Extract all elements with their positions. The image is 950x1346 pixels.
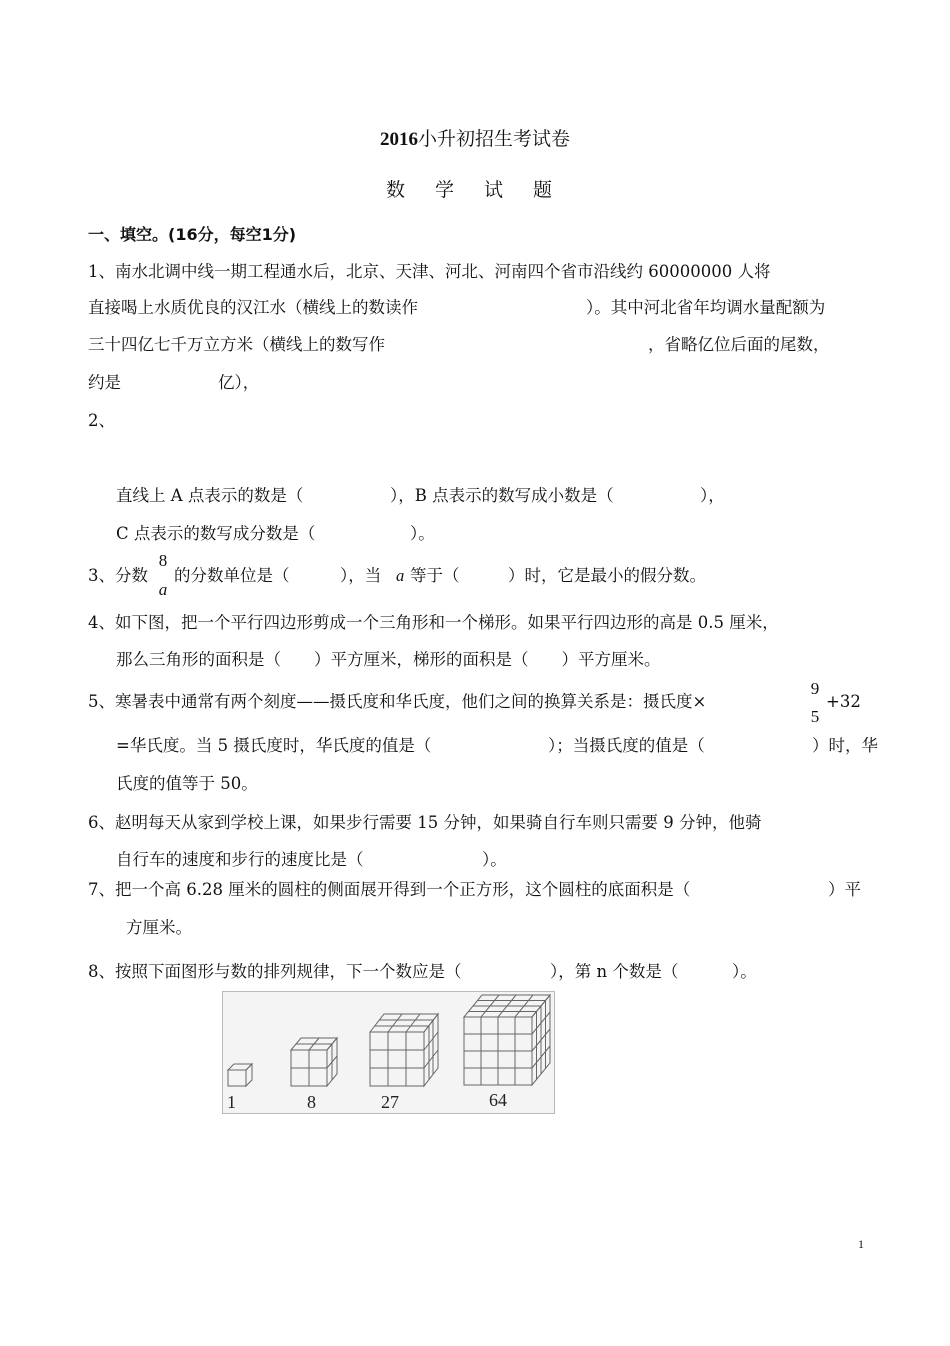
q4-line2: 那么三角形的面积是（ ）平方厘米，梯形的面积是（ ）平方厘米。 — [116, 650, 661, 669]
figure-label-1: 1 — [227, 1092, 236, 1112]
q4-line1: 4、如下图，把一个平行四边形剪成一个三角形和一个梯形。如果平行四边形的高是 0.5 厘米， — [88, 613, 779, 632]
q1-line1: 1、南水北调中线一期工程通水后，北京、天津、河北、河南四个省市沿线约 60000000 人将 — [88, 262, 771, 281]
q5-line1a: 5、寒暑表中通常有两个刻度——摄氏度和华氏度，他们之间的换算关系是：摄氏度× — [88, 692, 707, 711]
q3-text-a: 3、分数 — [88, 566, 148, 585]
q3-fraction-numerator: 8 — [158, 551, 168, 570]
figure-label-4: 64 — [489, 1090, 507, 1110]
q3-text-e: ）时，它是最小的假分数。 — [508, 566, 706, 585]
q3-fraction-denominator: a — [158, 580, 168, 599]
q8-line1b: ），第 n 个数是（ — [550, 962, 679, 981]
q5-fraction-denominator: 5 — [810, 707, 820, 726]
q1-line2b: ）。其中河北省年均调水量配额为 — [586, 298, 826, 317]
q5-line1b: +32 — [826, 692, 861, 711]
q8-line1a: 8、按照下面图形与数的排列规律，下一个数应是（ — [88, 962, 462, 981]
q6-line2b: ）。 — [482, 850, 507, 869]
q5-line3: 氏度的值等于 50。 — [116, 774, 258, 793]
title-text: 小升初招生考试卷 — [417, 128, 570, 150]
figure-label-2: 8 — [307, 1092, 316, 1112]
q5-fraction-numerator: 9 — [810, 679, 820, 698]
cube-pattern-figure — [222, 991, 555, 1114]
q1-line3b: ，省略亿位后面的尾数， — [648, 335, 830, 354]
q7-line1a: 7、把一个高 6.28 厘米的圆柱的侧面展开得到一个正方形，这个圆柱的底面积是（ — [88, 880, 691, 899]
q2-line2b: ）。 — [410, 524, 435, 543]
q6-line2a: 自行车的速度和步行的速度比是（ — [116, 850, 364, 869]
q6-line1: 6、赵明每天从家到学校上课，如果步行需要 15 分钟，如果骑自行车则只需要 9 分钟，他骑 — [88, 813, 762, 832]
q2-line1a: 直线上 A 点表示的数是（ — [116, 486, 304, 505]
q3-variable: a — [396, 566, 405, 585]
q8-line1c: ）。 — [732, 962, 757, 981]
cube-4 — [464, 995, 550, 1085]
q3-text-b: 的分数单位是（ — [174, 566, 290, 585]
q3-text-d: 等于（ — [410, 566, 460, 585]
q2-number: 2、 — [88, 411, 115, 430]
q1-line2a: 直接喝上水质优良的汉江水（横线上的数读作 — [88, 298, 418, 317]
q5-line2a: =华氏度。当 5 摄氏度时，华氏度的值是（ — [116, 736, 432, 755]
section-heading: 一、填空。(16分，每空1分) — [88, 225, 297, 244]
page-title — [0, 124, 950, 151]
q1-line3a: 三十四亿七千万立方米（横线上的数写作 — [88, 335, 385, 354]
q1-line4a: 约是 — [88, 373, 121, 392]
q2-line1c: ）， — [700, 486, 725, 505]
q2-line2a: C 点表示的数写成分数是（ — [116, 524, 316, 543]
cube-2 — [291, 1038, 337, 1086]
figure-label-3: 27 — [381, 1092, 399, 1112]
q2-line1b: ），B 点表示的数写成小数是（ — [390, 486, 614, 505]
q3-text-c: ），当 — [340, 566, 382, 585]
cube-1 — [228, 1064, 252, 1086]
q1-line4b: 亿）， — [218, 373, 260, 392]
q7-line2: 方厘米。 — [126, 918, 192, 937]
title-year: 2016 — [379, 129, 418, 150]
q7-line1b: ）平 — [828, 880, 861, 899]
page-subtitle: 数 学 试 题 — [385, 179, 565, 201]
cube-3 — [370, 1014, 438, 1086]
q5-line2c: ）时，华 — [812, 736, 878, 755]
page-number: 1 — [858, 1237, 864, 1251]
q5-line2b: ）；当摄氏度的值是（ — [548, 736, 705, 755]
